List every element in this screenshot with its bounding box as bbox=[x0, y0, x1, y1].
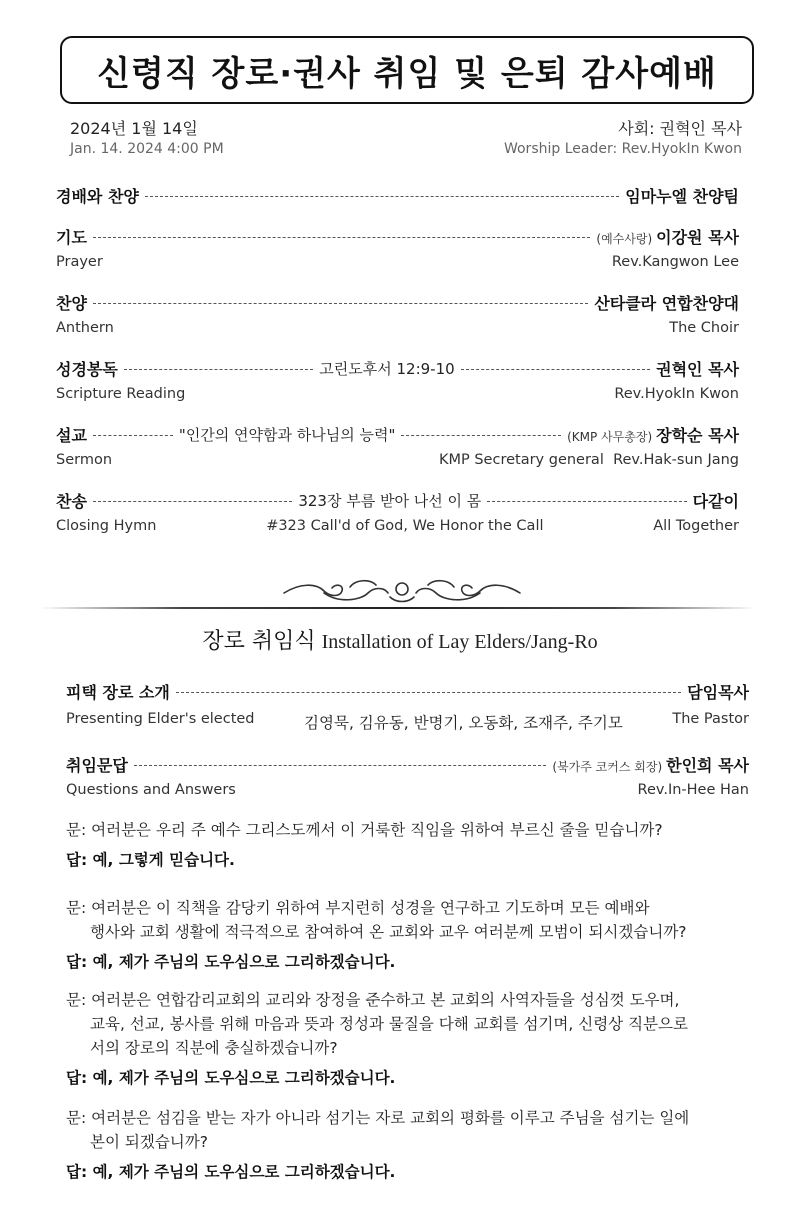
leader-dots bbox=[93, 435, 173, 436]
section-title-ko: 장로 취임식 bbox=[202, 629, 316, 654]
sermon-en-left: Sermon bbox=[56, 452, 113, 468]
question-3-cont-2: 서의 장로의 직분에 충실하겠습니까? bbox=[90, 1039, 338, 1057]
prayer-pre: (예수사랑) bbox=[596, 231, 653, 246]
leader-en: Worship Leader: Rev.HyokIn Kwon bbox=[503, 141, 742, 157]
scripture-label: 성경봉독 bbox=[56, 359, 118, 379]
order-sermon bbox=[56, 422, 739, 468]
sermon-pre: (KMP 사무총장) bbox=[567, 429, 653, 444]
leader-dots bbox=[487, 501, 686, 502]
leader-dots bbox=[401, 435, 561, 436]
prayer-label: 기도 bbox=[56, 227, 87, 247]
sermon-right: 장학순 목사 bbox=[656, 425, 739, 445]
presenting-label: 피택 장로 소개 bbox=[66, 682, 170, 702]
praise-right: 임마누엘 찬양팀 bbox=[625, 186, 739, 206]
hymn-en-right: All Together bbox=[653, 518, 739, 534]
hymn-right: 다같이 bbox=[692, 491, 739, 511]
questions-right: 한인희 목사 bbox=[666, 755, 749, 775]
leader-dots bbox=[93, 501, 292, 502]
answer-3: 답: 예, 제가 주님의 도우심으로 그리하겠습니다. bbox=[66, 1069, 396, 1087]
leader-dots bbox=[93, 237, 590, 238]
section-title bbox=[0, 624, 800, 655]
qa-block-1 bbox=[66, 818, 756, 872]
questions-label: 취임문답 bbox=[66, 755, 128, 775]
qa-block-2 bbox=[66, 896, 756, 974]
ornament-divider bbox=[280, 575, 524, 611]
order-prayer bbox=[56, 224, 739, 270]
question-2: 문: 여러분은 이 직책을 감당키 위하여 부지런히 성경을 연구하고 기도하며 모든 예배와 bbox=[66, 899, 650, 917]
questions-en-left: Questions and Answers bbox=[66, 782, 236, 798]
prayer-en-left: Prayer bbox=[56, 254, 103, 270]
presenting-en-right: The Pastor bbox=[672, 711, 749, 727]
date-ko: 2024년 1월 14일 bbox=[70, 119, 198, 138]
sermon-label: 설교 bbox=[56, 425, 87, 445]
leader-dots bbox=[93, 303, 588, 304]
title-box bbox=[60, 36, 754, 104]
elder-names: 김영묵, 김유동, 반명기, 오동화, 조재주, 주기모 bbox=[304, 714, 623, 732]
presenting-right: 담임목사 bbox=[687, 682, 749, 702]
scripture-en-right: Rev.HyokIn Kwon bbox=[614, 386, 739, 402]
question-3: 문: 여러분은 연합감리교회의 교리와 장정을 준수하고 본 교회의 사역자들을 성심껏 도우며, bbox=[66, 991, 680, 1009]
anthem-en-right: The Choir bbox=[669, 320, 739, 336]
questions-pre: (북가주 코커스 회장) bbox=[552, 759, 663, 774]
answer-4: 답: 예, 제가 주님의 도우심으로 그리하겠습니다. bbox=[66, 1163, 396, 1181]
answer-2: 답: 예, 제가 주님의 도우심으로 그리하겠습니다. bbox=[66, 953, 396, 971]
anthem-en-left: Anthern bbox=[56, 320, 114, 336]
page-title: 신령직 장로·권사 취임 및 은퇴 감사예배 bbox=[97, 53, 717, 94]
order-questions bbox=[66, 752, 749, 798]
qa-block-3 bbox=[66, 988, 756, 1090]
section-rule bbox=[40, 607, 756, 609]
order-presenting bbox=[66, 679, 749, 733]
praise-label: 경배와 찬양 bbox=[56, 186, 139, 206]
questions-en-right: Rev.In-Hee Han bbox=[637, 782, 749, 798]
leader-ko: 사회: 권혁인 목사 bbox=[618, 119, 742, 138]
sermon-en-right: KMP Secretary general Rev.Hak-sun Jang bbox=[438, 452, 739, 468]
prayer-right: 이강원 목사 bbox=[656, 227, 739, 247]
section-title-en: Installation of Lay Elders/Jang-Ro bbox=[321, 631, 598, 653]
leader-dots bbox=[134, 765, 547, 766]
order-hymn bbox=[56, 488, 739, 534]
question-3-cont-1: 교육, 선교, 봉사를 위해 마음과 뜻과 정성과 물질을 다해 교회를 섬기며, 신령상 직분으로 bbox=[90, 1015, 688, 1033]
leader-dots bbox=[176, 692, 681, 693]
leader-dots bbox=[124, 369, 313, 370]
answer-1: 답: 예, 그렇게 믿습니다. bbox=[66, 851, 235, 869]
sermon-mid: "인간의 연약함과 하나님의 능력" bbox=[178, 425, 396, 444]
prayer-en-right: Rev.Kangwon Lee bbox=[611, 254, 739, 270]
hymn-en-mid: #323 Call'd of God, We Honor the Call bbox=[266, 518, 544, 534]
order-scripture bbox=[56, 356, 739, 402]
hymn-mid: 323장 부름 받아 나선 이 몸 bbox=[298, 491, 482, 510]
anthem-right: 산타클라 연합찬양대 bbox=[594, 293, 739, 313]
hymn-en-left: Closing Hymn bbox=[56, 518, 157, 534]
question-4: 문: 여러분은 섬김을 받는 자가 아니라 섬기는 자로 교회의 평화를 이루고 주님을 섬기는 일에 bbox=[66, 1109, 690, 1127]
order-anthem bbox=[56, 290, 739, 336]
presenting-en-left: Presenting Elder's elected bbox=[66, 711, 255, 727]
scripture-right: 권혁인 목사 bbox=[656, 359, 739, 379]
leader-dots bbox=[461, 369, 650, 370]
scripture-en-left: Scripture Reading bbox=[56, 386, 186, 402]
scripture-mid: 고린도후서 12:9-10 bbox=[319, 359, 455, 378]
order-praise bbox=[56, 183, 739, 207]
qa-block-4 bbox=[66, 1106, 756, 1184]
anthem-label: 찬양 bbox=[56, 293, 87, 313]
date-en: Jan. 14. 2024 4:00 PM bbox=[70, 141, 224, 157]
leader-dots bbox=[145, 196, 619, 197]
question-2-cont: 행사와 교회 생활에 적극적으로 참여하여 온 교회와 교우 여러분께 모범이 되시겠습니까? bbox=[90, 923, 687, 941]
hymn-label: 찬송 bbox=[56, 491, 87, 511]
question-1: 문: 여러분은 우리 주 예수 그리스도께서 이 거룩한 직임을 위하여 부르신 줄을 믿습니까? bbox=[66, 821, 663, 839]
question-4-cont: 본이 되겠습니까? bbox=[90, 1133, 208, 1151]
